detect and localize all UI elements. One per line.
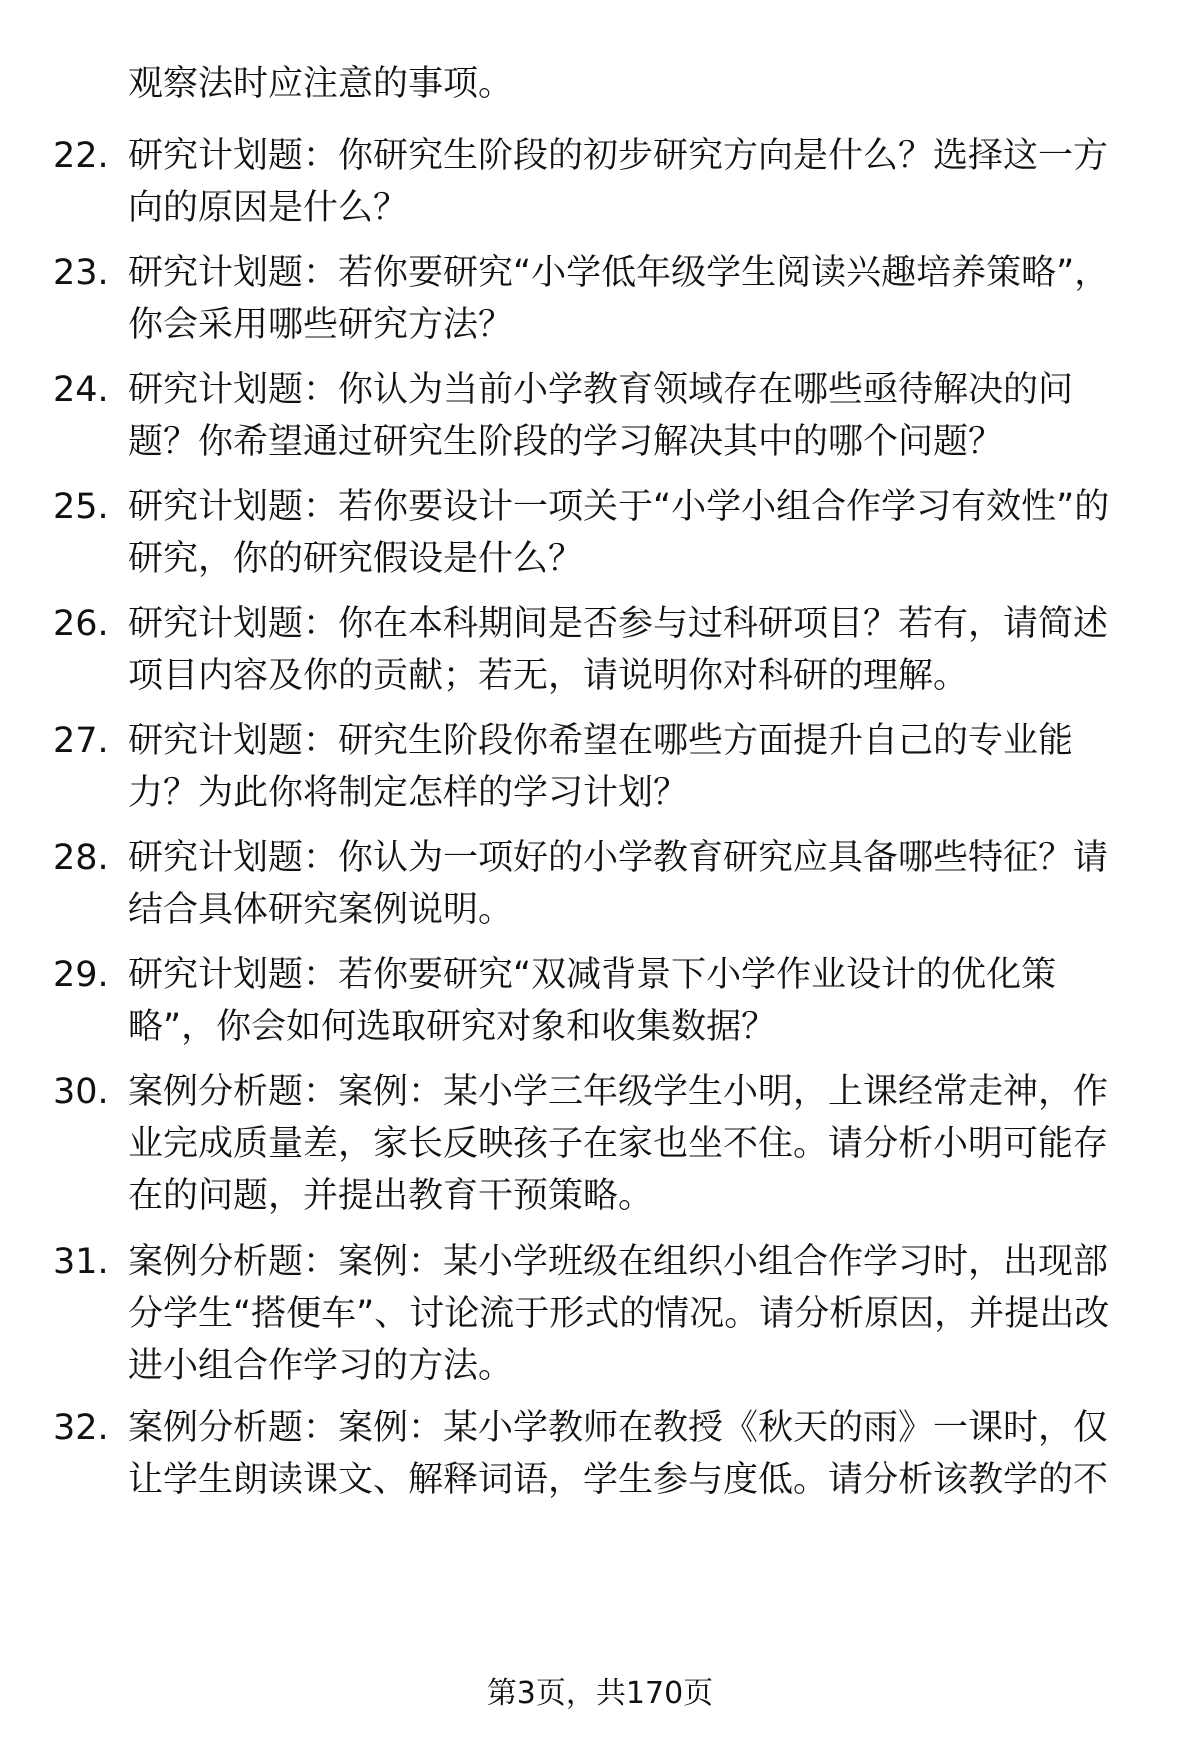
question-text: 研究计划题：你认为当前小学教育领域存在哪些亟待解决的问题？你希望通过研究生阶段的学习解决其中的哪个问题？ — [128, 370, 1074, 462]
question-text: 研究计划题：若你要研究“双减背景下小学作业设计的优化策略”，你会如何选取研究对象和收集数据？ — [128, 955, 1057, 1047]
question-text: 研究计划题：你在本科期间是否参与过科研项目？若有，请简述项目内容及你的贡献；若无，请说明你对科研的理解。 — [128, 604, 1109, 696]
question-text: 研究计划题：你认为一项好的小学教育研究应具备哪些特征？请结合具体研究案例说明。 — [128, 838, 1109, 930]
question-number: 28. — [53, 838, 109, 878]
question-item — [0, 130, 1200, 250]
question-item — [0, 715, 1200, 835]
question-item — [0, 247, 1200, 367]
question-text: 案例分析题：案例：某小学三年级学生小明，上课经常走神，作业完成质量差，家长反映孩子在家也坐不住。请分析小明可能存在的问题，并提出教育干预策略。 — [128, 1072, 1109, 1216]
question-item — [0, 481, 1200, 601]
question-item — [0, 832, 1200, 952]
question-number: 25. — [53, 487, 109, 527]
question-number: 30. — [53, 1072, 109, 1112]
question-text: 研究计划题：若你要设计一项关于“小学小组合作学习有效性”的研究，你的研究假设是什么？ — [128, 487, 1110, 579]
question-number: 29. — [53, 955, 109, 995]
continuation-text: 观察法时应注意的事项。 — [128, 64, 514, 104]
question-text: 研究计划题：你研究生阶段的初步研究方向是什么？选择这一方向的原因是什么？ — [128, 136, 1109, 228]
question-text: 案例分析题：案例：某小学班级在组织小组合作学习时，出现部分学生“搭便车”、讨论流于形式的情况。请分析原因，并提出改进小组合作学习的方法。 — [128, 1242, 1110, 1386]
question-text: 案例分析题：案例：某小学教师在教授《秋天的雨》一课时，仅让学生朗读课文、解释词语，学生参与度低。请分析该教学的不 — [128, 1408, 1109, 1500]
question-text: 研究计划题：研究生阶段你希望在哪些方面提升自己的专业能力？为此你将制定怎样的学习计划？ — [128, 721, 1074, 813]
question-number: 22. — [53, 136, 109, 176]
page-footer: 第3页，共170页 — [486, 1676, 714, 1711]
question-number: 26. — [53, 604, 109, 644]
question-number: 27. — [53, 721, 109, 761]
question-item — [0, 1236, 1200, 1406]
question-item — [0, 949, 1200, 1069]
question-number: 24. — [53, 370, 109, 410]
question-number: 31. — [53, 1242, 109, 1282]
question-item — [0, 598, 1200, 718]
question-item — [0, 1066, 1200, 1236]
question-item — [0, 1402, 1200, 1522]
question-number: 32. — [53, 1408, 109, 1448]
question-text: 研究计划题：若你要研究“小学低年级学生阅读兴趣培养策略”，你会采用哪些研究方法？ — [128, 253, 1110, 345]
question-item — [0, 364, 1200, 484]
question-number: 23. — [53, 253, 109, 293]
